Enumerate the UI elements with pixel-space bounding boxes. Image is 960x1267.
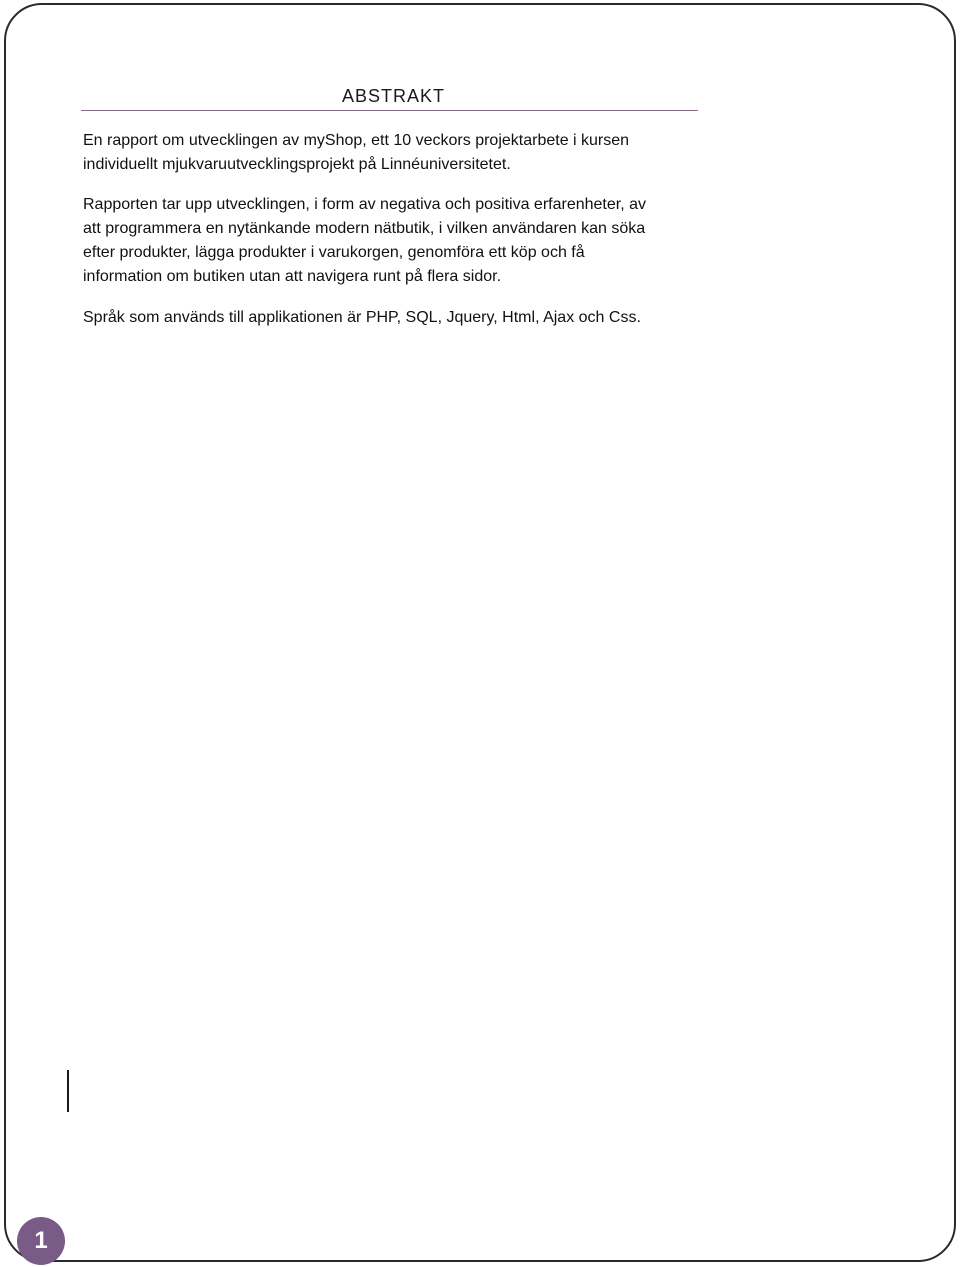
- languages-paragraph: [83, 306, 641, 330]
- page-number-badge: 1: [17, 1217, 65, 1265]
- intro-paragraph: [83, 129, 629, 177]
- abstract-heading-block: [81, 84, 698, 111]
- languages-line-1: Språk som används till applikationen är PHP, SQL, Jquery, Html, Ajax och Css.: [83, 309, 641, 326]
- abstract-heading: ABSTRAKT: [342, 86, 446, 106]
- page-border: [4, 3, 956, 1262]
- body-line-2: att programmera en nytänkande modern nätbutik, i vilken användaren kan söka: [83, 220, 646, 237]
- body-line-4: information om butiken utan att navigera runt på flera sidor.: [83, 268, 502, 285]
- intro-line-1: En rapport om utvecklingen av myShop, ett 10 veckors projektarbete i kursen: [83, 132, 630, 149]
- body-paragraph: [83, 193, 646, 289]
- intro-line-2: individuellt mjukvaruutvecklingsprojekt på Linnéuniversitetet.: [83, 156, 511, 173]
- vertical-rule: [67, 1070, 69, 1112]
- body-line-1: Rapporten tar upp utvecklingen, i form av negativa och positiva erfarenheter, av: [83, 196, 646, 213]
- body-line-3: efter produkter, lägga produkter i varukorgen, genomföra ett köp och få: [83, 244, 585, 261]
